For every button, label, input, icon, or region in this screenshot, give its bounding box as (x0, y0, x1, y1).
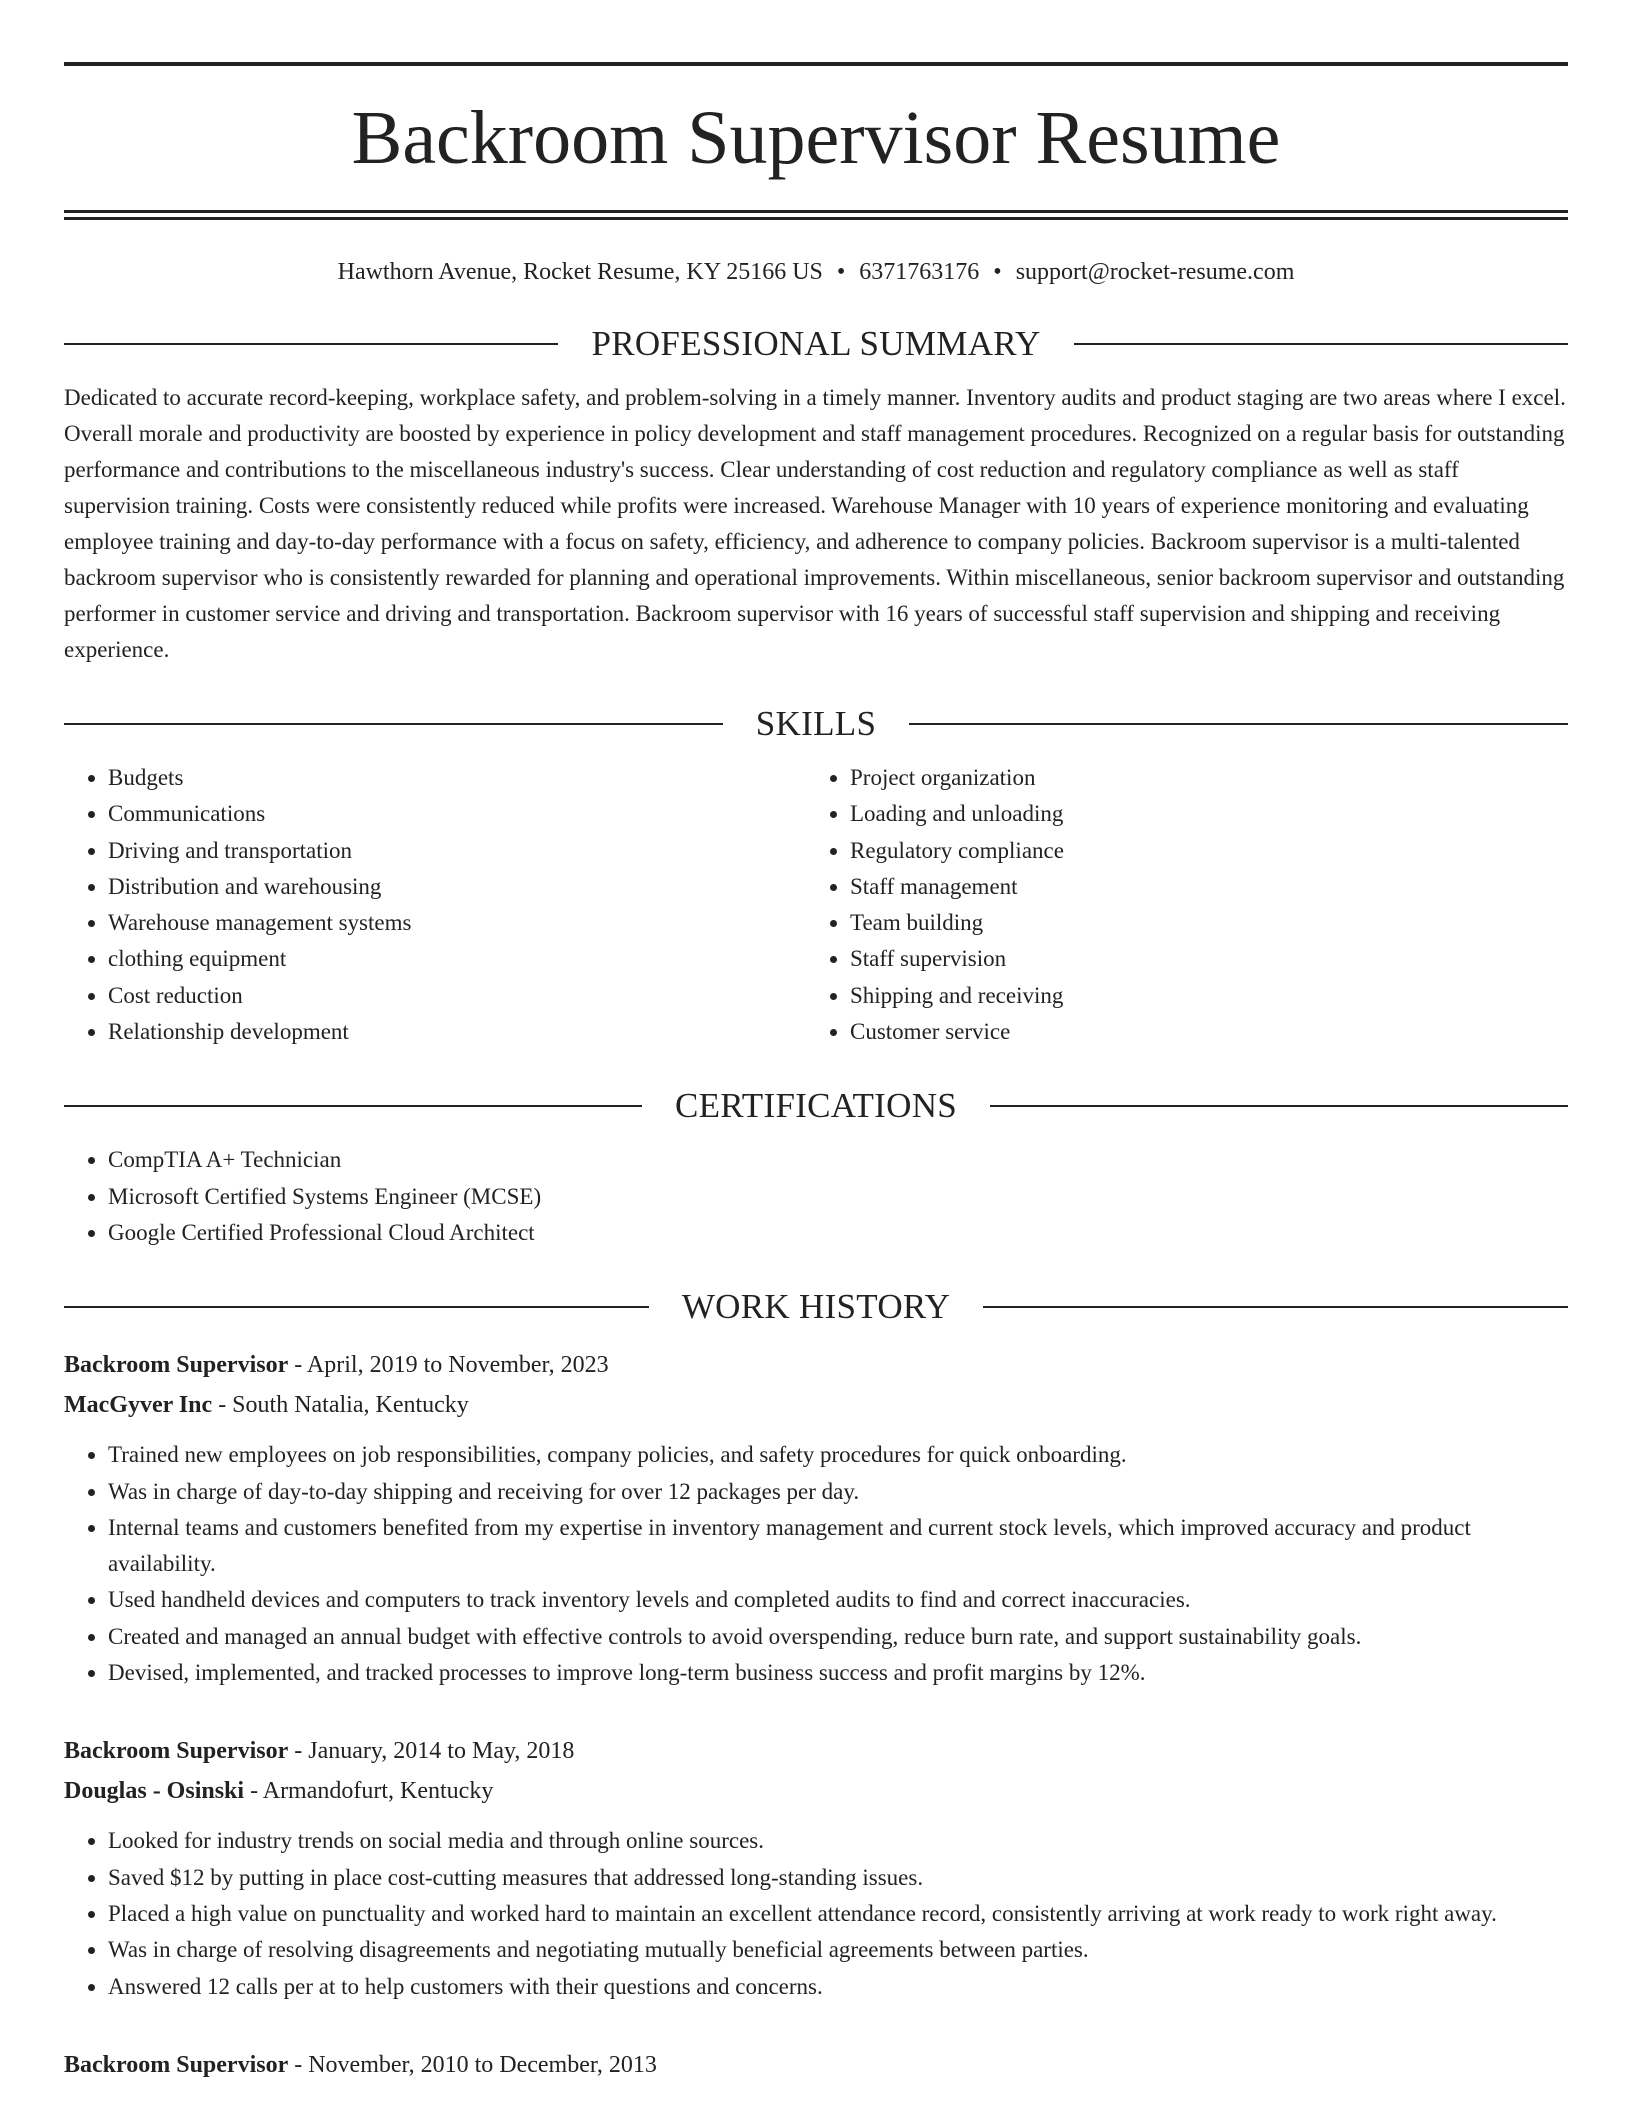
job-title-line (64, 1345, 1568, 1385)
job-company-line (64, 1385, 1568, 1425)
list-item: • Relationship development (108, 1014, 806, 1050)
contact-separator: • (836, 259, 846, 285)
list-item: • clothing equipment (108, 941, 806, 977)
summary-section-heading (64, 322, 1568, 366)
list-item: • Saved $12 by putting in place cost-cutting measures that addressed long-standing issues. (108, 1860, 1568, 1896)
job-company-line (64, 1771, 1568, 1811)
job-entry (64, 2045, 1568, 2085)
skills-list-right (806, 760, 1548, 1050)
skills-column-left (64, 760, 806, 1050)
skills-column-right (806, 760, 1548, 1050)
list-item: • Communications (108, 796, 806, 832)
list-item: • Placed a high value on punctuality and worked hard to maintain an excellent attendance record, consistently arriving at work ready to work right away. (108, 1896, 1568, 1932)
list-item: • CompTIA A+ Technician (108, 1142, 1568, 1178)
skills-section-heading (64, 702, 1568, 746)
job-entry (64, 1345, 1568, 1691)
list-item: • Driving and transportation (108, 833, 806, 869)
heading-rule-right (1074, 343, 1568, 345)
list-item: • Trained new employees on job responsibilities, company policies, and safety procedures for quick onboarding. (108, 1437, 1568, 1473)
list-item: • Was in charge of resolving disagreements and negotiating mutually beneficial agreements between parties. (108, 1932, 1568, 1968)
certifications-heading-label: CERTIFICATIONS (674, 1086, 958, 1126)
certifications-list (64, 1142, 1568, 1251)
job-location: - South Natalia, Kentucky (212, 1392, 469, 1419)
heading-rule-left (64, 1306, 649, 1308)
list-item: • Regulatory compliance (850, 833, 1548, 869)
page-title: Backroom Supervisor Resume (351, 96, 1281, 180)
skills-heading-label: SKILLS (755, 704, 877, 743)
contact-address: Hawthorn Avenue, Rocket Resume, KY 25166 US (337, 259, 823, 285)
summary-text: Dedicated to accurate record-keeping, workplace safety, and problem-solving in a timely manner. Inventory audits and product staging are two areas where I excel. Overall morale and productivity are boosted by experience in policy development and staff management procedures. Recognized on a regular basis for outstanding performance and contributions to the miscellaneous industry's success. Clear understanding of cost reduction and regulatory compliance as well as staff supervision training. Costs were consistently reduced while profits were increased. Warehouse Manager with 10 years of experience monitoring and evaluating employee training and day-to-day performance with a focus on safety, efficiency, and adherence to company policies. Backroom supervisor is a multi-talented backroom supervisor who is consistently rewarded for planning and operational improvements. Within miscellaneous, senior backroom supervisor and outstanding performer in customer service and driving and transportation. Backroom supervisor with 16 years of successful staff supervision and shipping and receiving experience. (64, 385, 1566, 662)
job-dates: - November, 2010 to December, 2013 (288, 2051, 657, 2078)
list-item: • Distribution and warehousing (108, 869, 806, 905)
list-item: • Looked for industry trends on social media and through online sources. (108, 1823, 1568, 1859)
job-bullets (64, 1823, 1568, 2004)
certifications-section-heading (64, 1084, 1568, 1128)
list-item: • Budgets (108, 760, 806, 796)
work-history-jobs (64, 1345, 1568, 2085)
job-title-line (64, 1731, 1568, 1771)
heading-rule-right (983, 1306, 1568, 1308)
list-item: • Devised, implemented, and tracked processes to improve long-term business success and profit margins by 12%. (108, 1655, 1568, 1691)
job-location: - Armandofurt, Kentucky (244, 1778, 494, 1805)
title-bottom-double-rule (64, 210, 1568, 220)
heading-rule-right (990, 1105, 1568, 1107)
list-item: • Loading and unloading (850, 796, 1548, 832)
list-item: • Team building (850, 905, 1548, 941)
list-item: • Google Certified Professional Cloud Architect (108, 1215, 1568, 1251)
list-item: • Used handheld devices and computers to track inventory levels and completed audits to find and correct inaccuracies. (108, 1582, 1568, 1618)
job-bullets (64, 1437, 1568, 1691)
heading-rule-left (64, 343, 558, 345)
list-item: • Shipping and receiving (850, 978, 1548, 1014)
job-company: Douglas - Osinski (64, 1778, 245, 1805)
contact-line (64, 256, 1568, 288)
list-item: • Customer service (850, 1014, 1548, 1050)
skills-list-left (64, 760, 806, 1050)
job-dates: - April, 2019 to November, 2023 (288, 1352, 609, 1379)
list-item: • Internal teams and customers benefited from my expertise in inventory management and current stock levels, which improved accuracy and product availability. (108, 1510, 1568, 1583)
heading-rule-left (64, 723, 723, 725)
list-item: • Cost reduction (108, 978, 806, 1014)
title-block (64, 0, 1568, 220)
heading-rule-left (64, 1105, 642, 1107)
work-history-heading-label: WORK HISTORY (681, 1287, 951, 1327)
contact-phone: 6371763176 (859, 259, 980, 285)
job-title: Backroom Supervisor (64, 1352, 289, 1379)
list-item: • Answered 12 calls per at to help customers with their questions and concerns. (108, 1969, 1568, 2005)
list-item: • Microsoft Certified Systems Engineer (MCSE) (108, 1179, 1568, 1215)
heading-rule-right (909, 723, 1568, 725)
job-entry (64, 1731, 1568, 2004)
skills-grid (64, 760, 1568, 1050)
job-title-line (64, 2045, 1568, 2085)
job-dates: - January, 2014 to May, 2018 (288, 1738, 575, 1765)
contact-separator: • (993, 259, 1002, 285)
list-item: • Warehouse management systems (108, 905, 806, 941)
summary-heading-label: PROFESSIONAL SUMMARY (591, 324, 1041, 363)
list-item: • Staff supervision (850, 941, 1548, 977)
job-company: MacGyver Inc (64, 1392, 213, 1419)
job-title: Backroom Supervisor (64, 2051, 289, 2078)
list-item: • Created and managed an annual budget with effective controls to avoid overspending, reduce burn rate, and support sustainability goals. (108, 1619, 1568, 1655)
contact-email: support@rocket-resume.com (1015, 259, 1295, 285)
job-title: Backroom Supervisor (64, 1738, 289, 1765)
list-item: • Project organization (850, 760, 1548, 796)
list-item: • Staff management (850, 869, 1548, 905)
work-history-section-heading (64, 1285, 1568, 1329)
list-item: • Was in charge of day-to-day shipping and receiving for over 12 packages per day. (108, 1474, 1568, 1510)
